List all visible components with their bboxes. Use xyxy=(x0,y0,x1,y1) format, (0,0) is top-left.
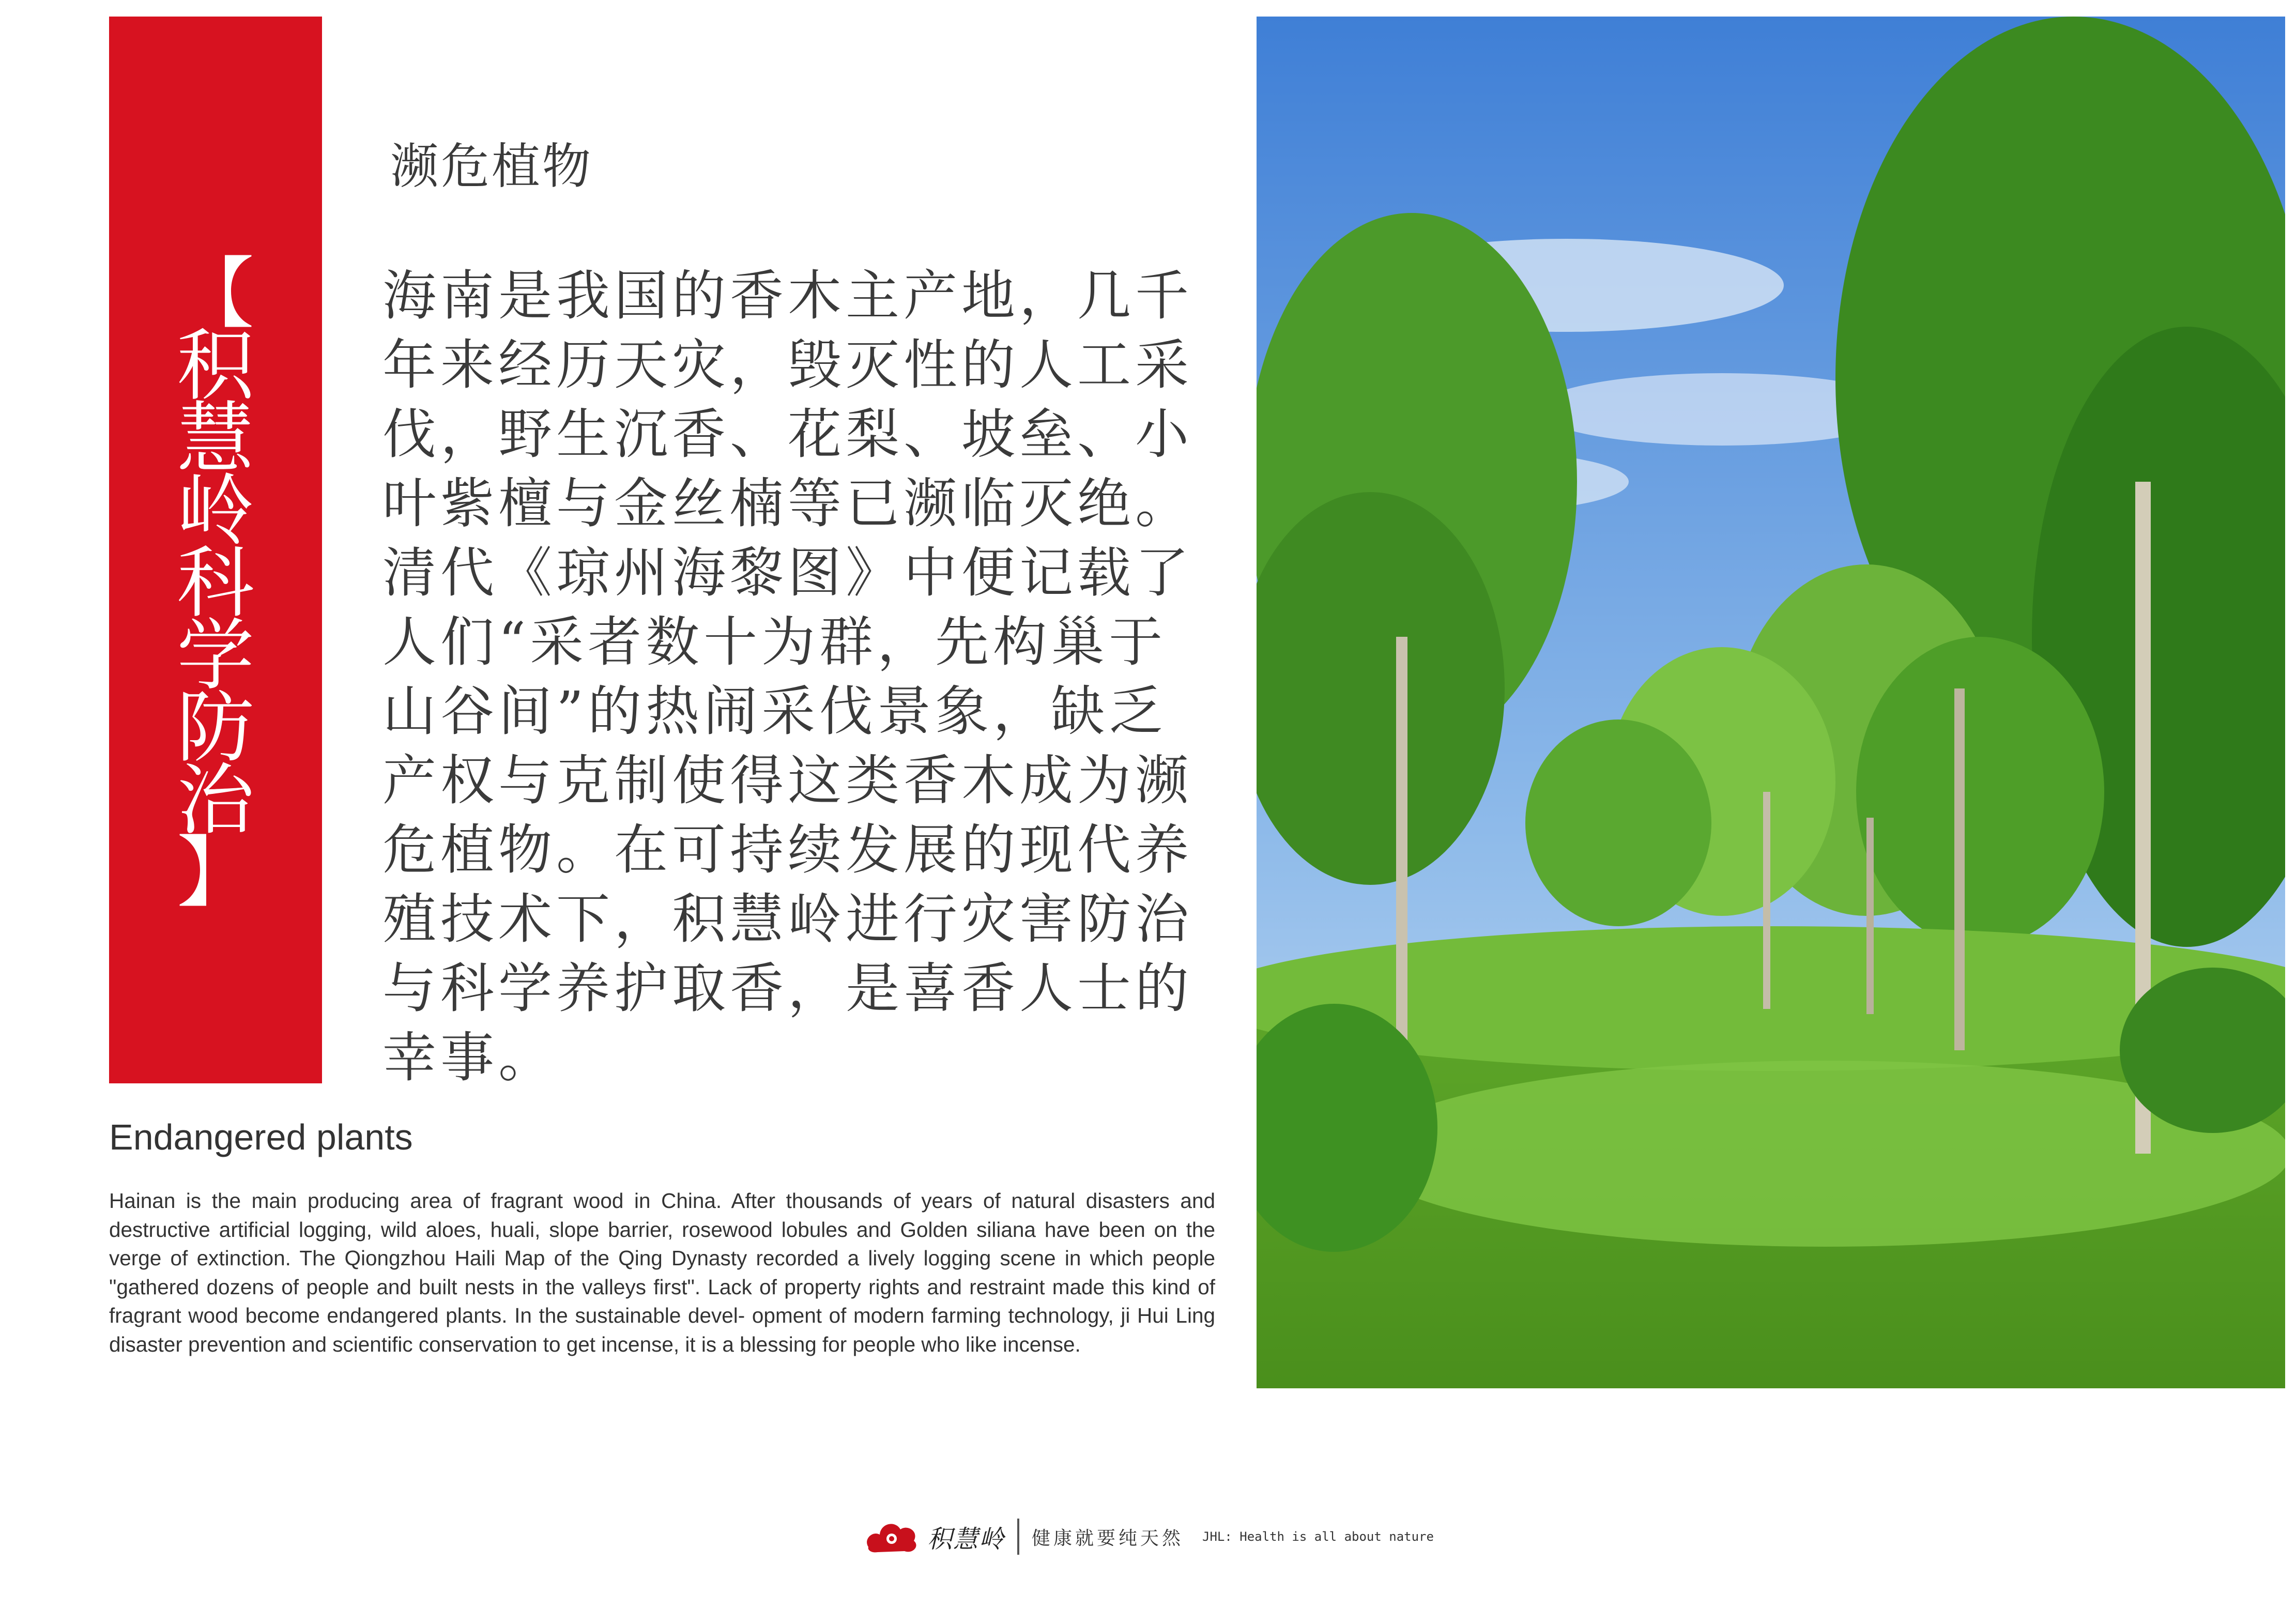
title-char: 积 xyxy=(176,321,254,411)
slogan-english: JHL: Health is all about nature xyxy=(1202,1529,1434,1544)
vertical-title xyxy=(169,249,262,1083)
chinese-heading: 濒危植物 xyxy=(390,139,593,195)
cloud-logo-icon xyxy=(863,1516,920,1557)
title-char: 治 xyxy=(176,756,254,846)
side-title-banner xyxy=(109,17,322,1083)
brand-name: 积慧岭 xyxy=(927,1524,1005,1554)
title-char: 科 xyxy=(176,539,254,629)
title-char: 慧 xyxy=(176,394,254,484)
title-open-bracket: 【 xyxy=(176,249,254,339)
chinese-body-text: 海南是我国的香木主产地，几千年来经历天灾，毁灭性的人工采伐，野生沉香、花梨、坡垒、小叶紫檀与金丝楠等已濒临灭绝。清代《琼州海黎图》中便记载了人们“采者数十为群，先构巢于山谷间”的热闹采伐景象，缺乏产权与克制使得这类香木成为濒危植物。在可持续发展的现代养殖技术下，积慧岭进行灾害防治与科学养护取香，是喜香人士的幸事。 xyxy=(382,264,1193,1089)
forest-photo xyxy=(1257,17,2285,1388)
title-char: 防 xyxy=(176,683,254,773)
title-char: 岭 xyxy=(176,466,254,556)
english-heading: Endangered plants xyxy=(109,1117,413,1157)
title-char: 学 xyxy=(176,611,254,701)
english-body-text: Hainan is the main producing area of fragrant wood in China. After thousands of years of natural disasters and destructive artificial logging, wild aloes, huali, slope barrier, rosewood lobules and Golden siliana have been on the verge of extinction. The Qiongzhou Haili Map of the Qing Dynasty recorded a lively logging scene in which people "gathered dozens of people and built nests in the valleys first". Lack of property rights and restraint made this kind of fragrant wood become endangered plants. In the sustainable devel- opment of modern farming technology, ji Hui Ling disaster prevention and scientific conservation to get incense, it is a blessing for people who like incense. xyxy=(109,1189,1215,1356)
footer-divider xyxy=(1017,1519,1019,1555)
title-close-bracket: 】 xyxy=(176,828,254,918)
footer xyxy=(863,1508,1434,1565)
forest-photo-illustration xyxy=(1257,17,2285,1388)
slogan-chinese: 健康就要纯天然 xyxy=(1032,1527,1184,1549)
